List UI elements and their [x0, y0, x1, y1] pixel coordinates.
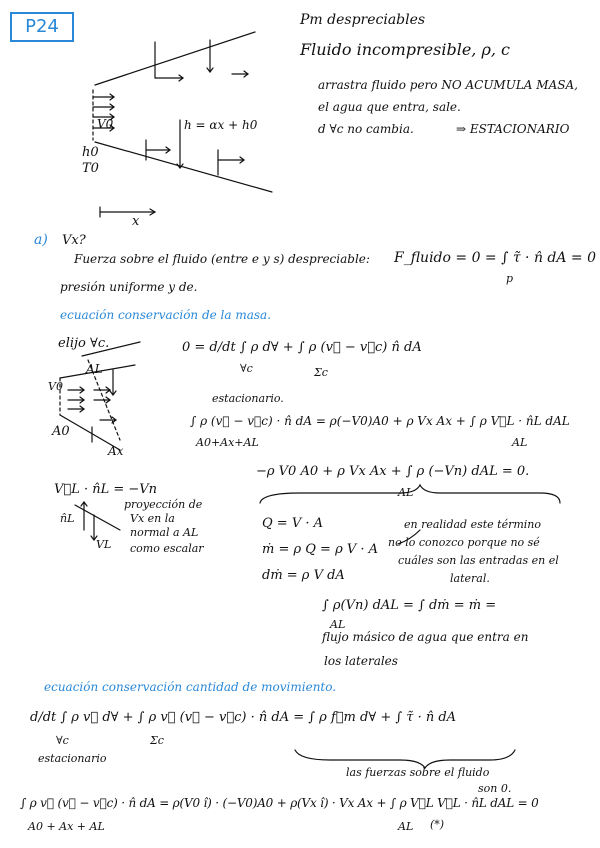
integral-m: ∫ ρ(Vn) dAL = ∫ dṁ = ṁ = [322, 598, 497, 613]
label-ax: Ax [108, 444, 124, 458]
problem-number-badge: P24 [10, 12, 74, 42]
circled-marker: (*) [430, 818, 445, 831]
force-equation: F_fluido = 0 = ∫ τ̃ · n̂ dA = 0 [394, 250, 597, 266]
note-proyeccion-1: proyección de [124, 498, 203, 511]
part-a-question: Vx? [62, 233, 86, 248]
mass-eq-expand-sub2: AL [512, 436, 528, 449]
estacionario-note-1: estacionario. [212, 392, 284, 405]
note-proyeccion-2: Vx en la [130, 512, 175, 525]
note-volumen-no-cambia: d ∀c no cambia. [318, 122, 414, 136]
note-estacionario: ⇒ ESTACIONARIO [456, 122, 570, 136]
mass-eq-sum-sub: AL [398, 486, 414, 499]
label-t0: T0 [82, 161, 99, 176]
label-x-axis: x [132, 214, 140, 229]
elijo-vc: elijo ∀c. [58, 336, 110, 351]
note-proyeccion-3: normal a AL [130, 526, 199, 539]
part-a-label: a) [34, 232, 48, 248]
q-definition: Q = V · A [262, 516, 323, 531]
vl-dot-nl: V⃗L · n̂L = −Vn [54, 482, 158, 497]
momentum-eq-final-sub1: A0 + Ax + AL [28, 820, 105, 833]
note-pm-despreciables: Pm despreciables [300, 12, 426, 28]
force-eq-subscript: p [506, 272, 514, 285]
mass-eq-sub-vc: ∀c [240, 362, 253, 375]
pressure-text: presión uniforme y de. [60, 280, 198, 294]
note-proyeccion-4: como escalar [130, 542, 204, 555]
mass-section-title: ecuación conservación de la masa. [60, 308, 272, 322]
note-fluido-incompresible: Fluido incompresible, ρ, c [300, 40, 511, 59]
flujo-masico-1: flujo másico de agua que entra en [322, 630, 529, 644]
momentum-sub-vc: ∀c [56, 734, 69, 747]
momentum-eq-left: d/dt ∫ ρ v⃗ d∀ + ∫ ρ v⃗ (v⃗ − v⃗c) · n̂ dA = ∫ ρ f⃗m d∀ + ∫ τ̃ · n̂ dA [30, 710, 457, 725]
label-ao: A0 [52, 424, 70, 439]
label-v0: V0 [97, 117, 114, 131]
mass-eq-expand: ∫ ρ (v⃗ − v⃗c) · n̂ dA = ρ(−V0)A0 + ρ Vx Ax + ∫ ρ V⃗L · n̂L dAL [190, 414, 570, 428]
note-realidad-2: no lo conozco porque no sé [388, 536, 540, 549]
mass-eq-main: 0 = d/dt ∫ ρ d∀ + ∫ ρ (v⃗ − v⃗c) n̂ dA [182, 340, 422, 355]
lower-wall-line [95, 142, 272, 192]
flujo-masico-2: los laterales [324, 654, 398, 668]
label-vo-small: V0 [48, 380, 63, 393]
note-realidad-3: cuáles son las entradas en el [398, 554, 559, 567]
label-al-top: AL [86, 362, 103, 376]
estacionario-note-2: estacionario [38, 752, 107, 765]
mass-eq-expand-sub1: A0+Ax+AL [196, 436, 259, 449]
dm-definition: dṁ = ρ V dA [262, 568, 345, 583]
note-arrastra-fluido: arrastra fluido pero NO ACUMULA MASA, [318, 78, 578, 92]
label-h-equation: h = αx + h0 [184, 118, 258, 132]
label-vl: VL [96, 538, 112, 551]
integral-m-sub: AL [330, 618, 346, 631]
label-nl: n̂L [60, 512, 75, 525]
mass-eq-sub-sc: Σc [314, 366, 328, 379]
momentum-sub-sc: Σc [150, 734, 164, 747]
note-agua-entra-sale: el agua que entra, sale. [318, 100, 461, 114]
momentum-eq-final-sub2: AL [398, 820, 414, 833]
momentum-section-title: ecuación conservación cantidad de movimiento. [44, 680, 337, 694]
fuerzas-note-1: las fuerzas sobre el fluido [346, 766, 490, 779]
fuerzas-note-2: son 0. [478, 782, 512, 795]
label-h0: h0 [82, 145, 99, 160]
mass-eq-sum: −ρ V0 A0 + ρ Vx Ax + ∫ ρ (−Vn) dAL = 0. [256, 464, 530, 479]
force-text: Fuerza sobre el fluido (entre e y s) despreciable: [74, 252, 370, 266]
momentum-eq-final: ∫ ρ v⃗ (v⃗ − v⃗c) · n̂ dA = ρ(V0 î) · (−V0)A0 + ρ(Vx î) · Vx Ax + ∫ ρ V⃗L V⃗L · n̂L dAL = 0 [20, 796, 539, 810]
upper-wall-line [95, 32, 255, 85]
note-realidad-4: lateral. [450, 572, 490, 585]
m-definition: ṁ = ρ Q = ρ V · A [262, 542, 379, 557]
note-realidad-1: en realidad este término [404, 518, 542, 531]
